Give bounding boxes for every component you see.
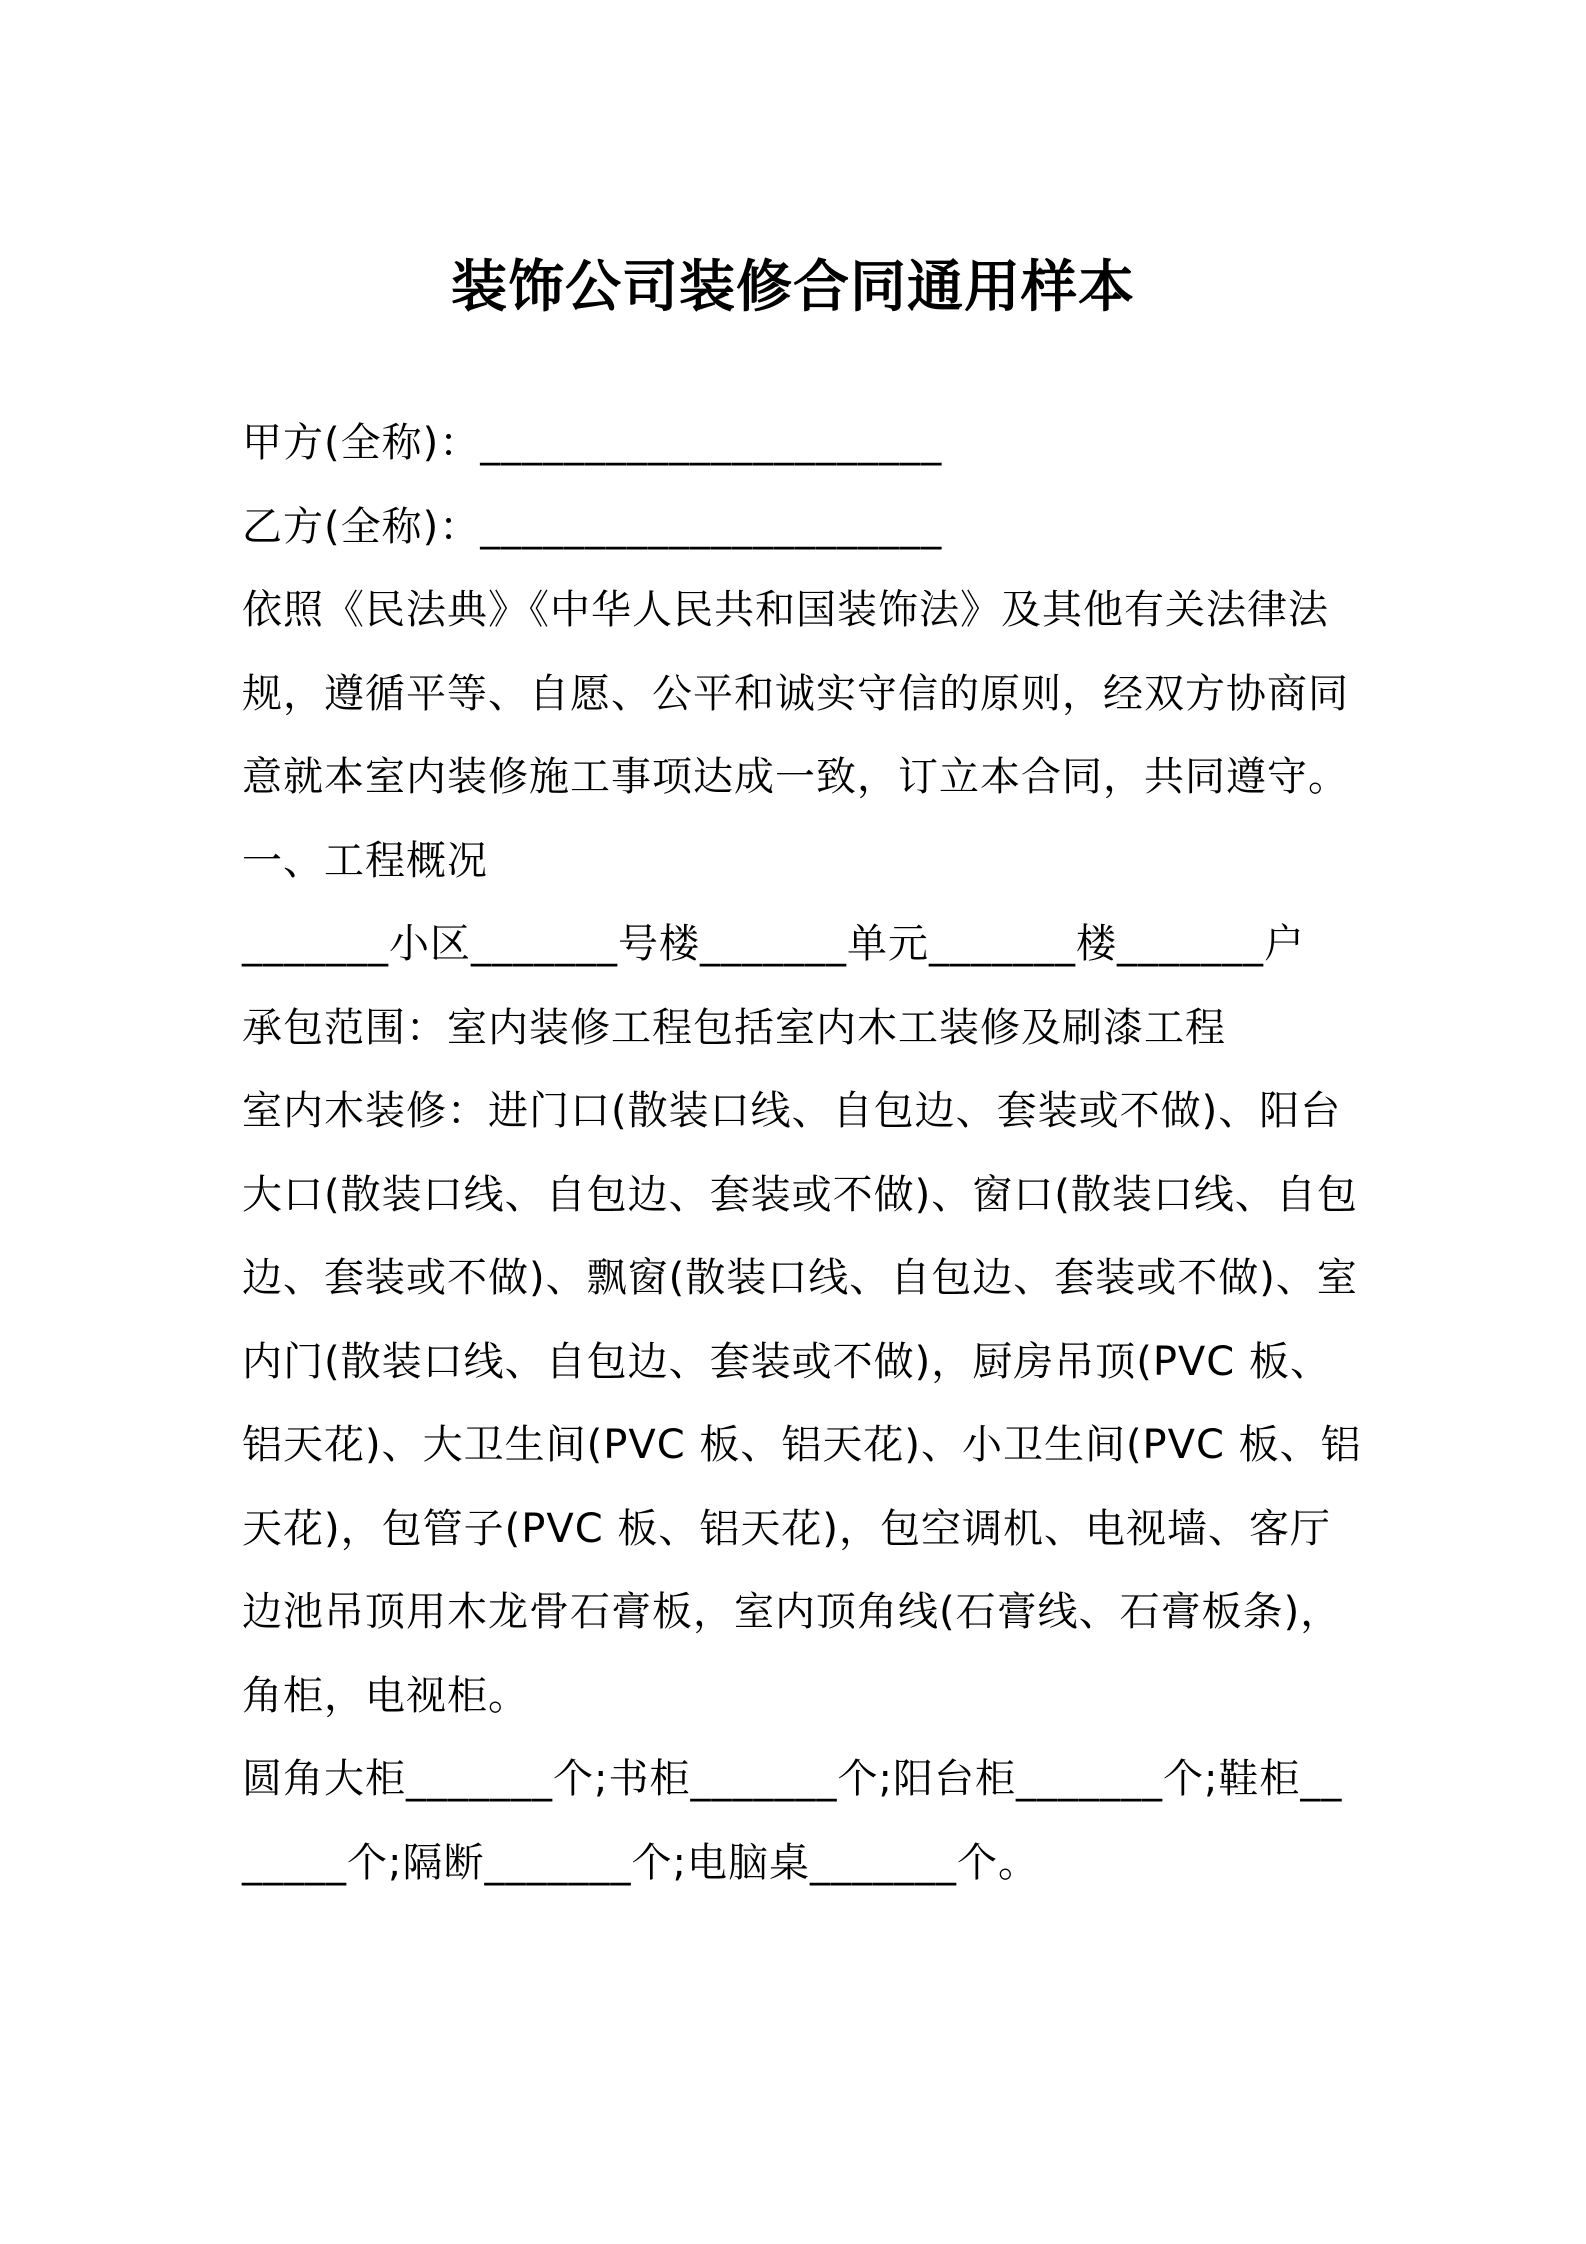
section-heading-project-overview: 一、工程概况 xyxy=(242,837,488,884)
document-body xyxy=(242,402,1362,1905)
party-b-line: 乙方(全称)：______________________ xyxy=(242,503,943,550)
cabinet-count-paragraph: 圆角大柜_______个;书柜_______个;阳台柜_______个;鞋柜_______个;隔断_______个;电脑桌_______个。 xyxy=(242,1756,1343,1886)
woodwork-paragraph: 室内木装修：进门口(散装口线、自包边、套装或不做)、阳台大口(散装口线、自包边、套装或不做)、窗口(散装口线、自包边、套装或不做)、飘窗(散装口线、自包边、套装或不做)、室内门(散装口线、自包边、套装或不做)，厨房吊顶(PVC 板、铝天花)、大卫生间(PVC 板、铝天花)、小卫生间(PVC 板、铝天花)，包管子(PVC 板、铝天花)，包空调机、电视墙、客厅边池吊顶用木龙骨石膏板，室内顶角线(石膏线、石膏板条)，角柜，电视柜。 xyxy=(242,1088,1362,1719)
party-a-line: 甲方(全称)：______________________ xyxy=(242,420,943,466)
preamble-paragraph: 依照《民法典》《中华人民共和国装饰法》及其他有关法律法规，遵循平等、自愿、公平和诚实守信的原则，经双方协商同意就本室内装修施工事项达成一致，订立本合同，共同遵守。 xyxy=(242,587,1349,800)
scope-paragraph: 承包范围：室内装修工程包括室内木工装修及刷漆工程 xyxy=(242,1004,1226,1051)
document-title: 装饰公司装修合同通用样本 xyxy=(451,255,1135,320)
address-line: _______小区_______号楼_______单元_______楼_______户 xyxy=(242,921,1305,967)
